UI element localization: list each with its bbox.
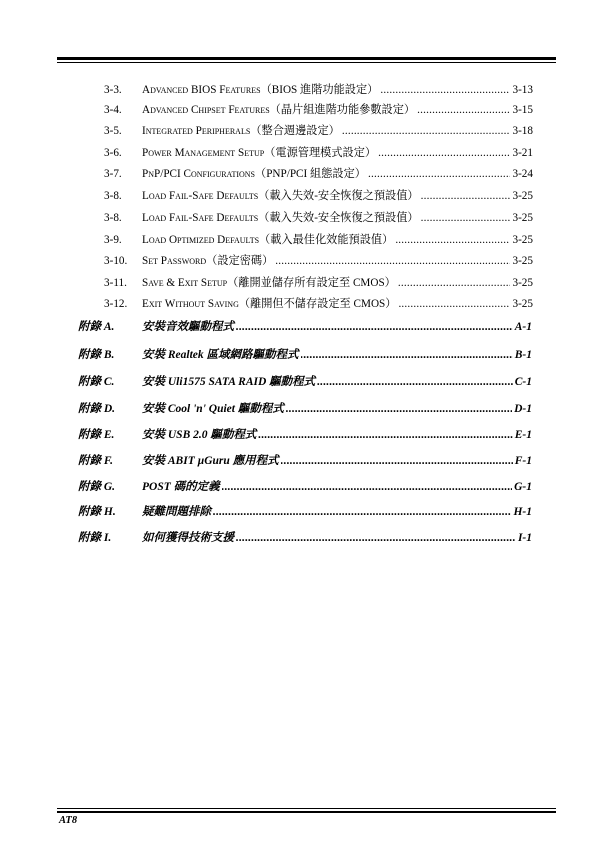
page-number: H-1 (513, 506, 532, 518)
section-title-zh: （電源管理模式設定） (264, 147, 377, 159)
toc-appendix-entry[interactable] (78, 348, 532, 362)
toc-entry[interactable] (104, 276, 533, 290)
section-title-zh: （離開並儲存所有設定至 CMOS） (227, 277, 396, 289)
section-number: 3-8. (104, 190, 122, 202)
toc-appendix-entry[interactable] (78, 531, 532, 545)
header-rule-thick (57, 57, 556, 60)
dot-leader (236, 320, 513, 334)
appendix-label: 附錄 D. (78, 403, 116, 415)
toc-appendix-entry[interactable] (78, 402, 532, 416)
toc-entry[interactable] (104, 297, 533, 311)
page-number: 3-25 (512, 298, 533, 310)
section-title: Advanced BIOS Features (142, 84, 261, 96)
toc-entry[interactable] (104, 211, 533, 225)
page-number: F-1 (514, 455, 532, 467)
section-title-zh: （PNP/PCI 組態設定） (255, 168, 366, 180)
appendix-label: 附錄 A. (78, 321, 115, 333)
section-title-zh: （載入失效-安全恢復之預設值） (258, 212, 419, 224)
section-number: 3-10. (104, 255, 128, 267)
section-title-zh: （離開但不儲存設定至 CMOS） (238, 298, 397, 310)
dot-leader (395, 233, 510, 247)
page-number: I-1 (517, 532, 532, 544)
section-number: 3-3. (104, 84, 122, 96)
page-number: B-1 (514, 349, 532, 361)
page-number: 3-18 (512, 125, 533, 137)
toc-entry[interactable] (104, 254, 533, 268)
dot-leader (281, 454, 513, 468)
dot-leader (258, 428, 512, 442)
section-title-zh: （BIOS 進階功能設定） (260, 84, 379, 96)
toc-appendix-entry[interactable] (78, 480, 532, 494)
appendix-title: 如何獲得技術支援 (142, 532, 234, 544)
appendix-label: 附錄 H. (78, 506, 116, 518)
section-number: 3-12. (104, 298, 128, 310)
page-number: D-1 (514, 403, 532, 415)
page-number: 3-24 (512, 168, 533, 180)
dot-leader (222, 480, 512, 494)
appendix-title: 安裝 Cool 'n' Quiet 驅動程式 (142, 403, 284, 415)
dot-leader (417, 103, 510, 117)
toc-appendix-entry[interactable] (78, 320, 532, 334)
section-title: Integrated Peripherals (142, 125, 251, 137)
dot-leader (286, 402, 512, 416)
section-title-zh: （載入失效-安全恢復之預設值） (258, 190, 419, 202)
dot-leader (398, 297, 510, 311)
appendix-title: POST 碼的定義 (142, 481, 220, 493)
page-number: A-1 (514, 321, 532, 333)
toc-appendix-entry[interactable] (78, 454, 532, 468)
dot-leader (317, 375, 513, 389)
dot-leader (342, 124, 511, 138)
dot-leader (368, 167, 511, 181)
section-number: 3-8. (104, 212, 122, 224)
toc-entry[interactable] (104, 167, 533, 181)
page-number: 3-21 (512, 147, 533, 159)
toc-appendix-entry[interactable] (78, 428, 532, 442)
section-number: 3-5. (104, 125, 122, 137)
page-number: C-1 (514, 376, 532, 388)
section-number: 3-6. (104, 147, 122, 159)
section-title: Set Password (142, 255, 207, 267)
page-number: 3-15 (512, 104, 533, 116)
section-title: Load Fail-Safe Defaults (142, 190, 259, 202)
section-title: Exit Without Saving (142, 298, 239, 310)
dot-leader (398, 276, 511, 290)
toc-entry[interactable] (104, 233, 533, 247)
toc-entry[interactable] (104, 83, 533, 97)
appendix-title: 安裝 ABIT µGuru 應用程式 (142, 455, 279, 467)
section-title-zh: （整合週邊設定） (250, 125, 340, 137)
appendix-title: 安裝 Realtek 區域網路驅動程式 (142, 349, 299, 361)
toc-appendix-entry[interactable] (78, 505, 532, 519)
dot-leader (421, 189, 511, 203)
section-number: 3-4. (104, 104, 122, 116)
section-title: Advanced Chipset Features (142, 104, 270, 116)
section-title: Load Optimized Defaults (142, 234, 260, 246)
dot-leader (275, 254, 510, 268)
toc-entry[interactable] (104, 189, 533, 203)
page-number: E-1 (514, 429, 532, 441)
page-number: 3-25 (512, 212, 533, 224)
appendix-label: 附錄 B. (78, 349, 115, 361)
appendix-title: 安裝 USB 2.0 驅動程式 (142, 429, 257, 441)
appendix-title: 疑難問題排除 (142, 506, 211, 518)
dot-leader (213, 505, 511, 519)
section-title-zh: （載入最佳化效能預設值） (259, 234, 394, 246)
section-title: PnP/PCI Configurations (142, 168, 256, 180)
dot-leader (421, 211, 511, 225)
footer-model-label: AT8 (59, 815, 78, 826)
section-number: 3-9. (104, 234, 122, 246)
toc-entry[interactable] (104, 146, 533, 160)
section-title-zh: （設定密碼） (206, 255, 274, 267)
dot-leader (236, 531, 516, 545)
toc-entry[interactable] (104, 103, 533, 117)
toc-entry[interactable] (104, 124, 533, 138)
section-title: Power Management Setup (142, 147, 265, 159)
dot-leader (378, 146, 510, 160)
section-title: Save & Exit Setup (142, 277, 228, 289)
page-number: 3-13 (512, 84, 533, 96)
page-number: 3-25 (512, 234, 533, 246)
toc-appendix-entry[interactable] (78, 375, 532, 389)
appendix-title: 安裝 Uli1575 SATA RAID 驅動程式 (142, 376, 316, 388)
dot-leader (301, 348, 513, 362)
page-number: 3-25 (512, 190, 533, 202)
page-number: 3-25 (512, 255, 533, 267)
footer-rule-thin (57, 808, 556, 809)
page-number: 3-25 (512, 277, 533, 289)
dot-leader (380, 83, 510, 97)
section-number: 3-11. (104, 277, 127, 289)
section-title: Load Fail-Safe Defaults (142, 212, 259, 224)
page-number: G-1 (514, 481, 532, 493)
appendix-label: 附錄 C. (78, 376, 115, 388)
footer-rule-thick (57, 811, 556, 813)
appendix-label: 附錄 E. (78, 429, 115, 441)
appendix-label: 附錄 G. (78, 481, 116, 493)
header-rule-thin (57, 62, 556, 63)
section-title-zh: （晶片組進階功能參數設定） (269, 104, 416, 116)
appendix-label: 附錄 I. (78, 532, 112, 544)
appendix-title: 安裝音效驅動程式 (142, 321, 234, 333)
appendix-label: 附錄 F. (78, 455, 113, 467)
section-number: 3-7. (104, 168, 122, 180)
